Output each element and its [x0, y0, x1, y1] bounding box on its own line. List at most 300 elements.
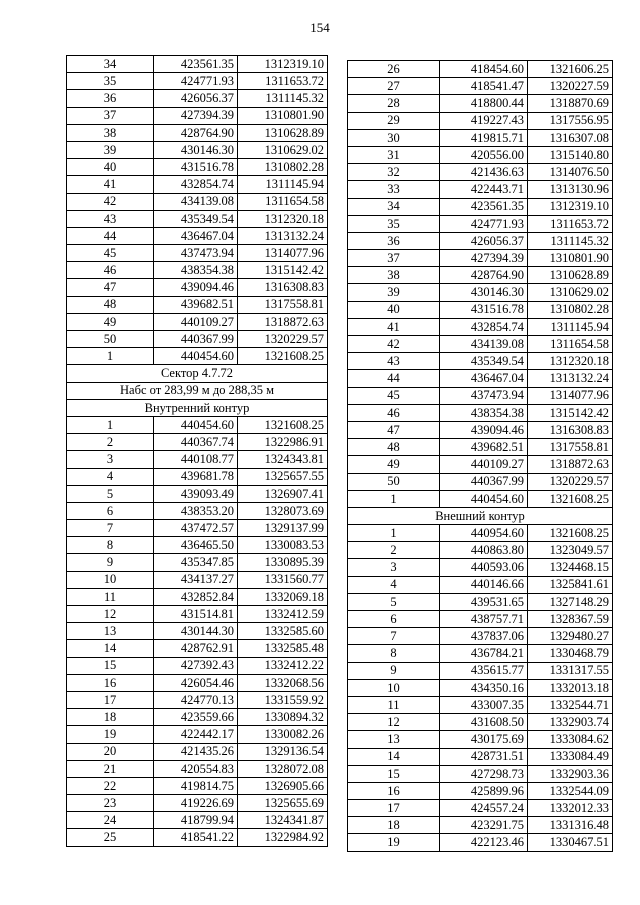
coordinate-y: 1314077.96	[238, 245, 328, 262]
table-row	[348, 78, 613, 95]
coordinate-x: 431608.50	[440, 714, 528, 731]
table-row	[348, 164, 613, 181]
point-number: 9	[67, 554, 154, 571]
point-number: 8	[67, 537, 154, 554]
coordinate-y: 1332068.56	[238, 674, 328, 691]
coordinate-x: 436784.21	[440, 645, 528, 662]
coordinate-x: 436467.04	[154, 227, 238, 244]
coordinate-x: 424771.93	[440, 215, 528, 232]
point-number: 4	[348, 576, 440, 593]
table-row	[67, 296, 328, 313]
point-number: 25	[67, 829, 154, 846]
point-number: 38	[348, 267, 440, 284]
coordinate-x: 434350.16	[440, 679, 528, 696]
coordinate-x: 440109.27	[154, 313, 238, 330]
coordinate-y: 1313132.24	[528, 370, 613, 387]
coordinate-y: 1330894.32	[238, 709, 328, 726]
table-row	[67, 159, 328, 176]
coordinate-y: 1315142.42	[238, 262, 328, 279]
coordinate-x: 418799.94	[154, 812, 238, 829]
coordinate-y: 1328367.59	[528, 611, 613, 628]
point-number: 23	[67, 795, 154, 812]
coordinate-y: 1321608.25	[528, 525, 613, 542]
point-number: 31	[348, 146, 440, 163]
table-row	[348, 198, 613, 215]
coordinate-y: 1330082.26	[238, 726, 328, 743]
coordinate-y: 1310801.90	[528, 250, 613, 267]
point-number: 42	[67, 193, 154, 210]
point-number: 2	[67, 434, 154, 451]
coordinate-x: 438757.71	[440, 611, 528, 628]
coordinate-y: 1318870.69	[528, 95, 613, 112]
point-number: 44	[67, 227, 154, 244]
table-row	[348, 593, 613, 610]
coordinate-y: 1324343.81	[238, 451, 328, 468]
table-row	[67, 520, 328, 537]
coordinate-x: 440108.77	[154, 451, 238, 468]
table-row	[67, 829, 328, 846]
coordinate-y: 1320229.57	[238, 331, 328, 348]
coordinate-y: 1330467.51	[528, 834, 613, 851]
coordinate-x: 428762.91	[154, 640, 238, 657]
table-row	[348, 129, 613, 146]
table-row	[348, 250, 613, 267]
point-number: 45	[348, 387, 440, 404]
point-number: 38	[67, 124, 154, 141]
table-row	[348, 817, 613, 834]
coordinate-y: 1330895.39	[238, 554, 328, 571]
point-number: 43	[348, 353, 440, 370]
coordinate-x: 436465.50	[154, 537, 238, 554]
coordinate-x: 423559.66	[154, 709, 238, 726]
coordinate-x: 433007.35	[440, 696, 528, 713]
point-number: 14	[67, 640, 154, 657]
contour-label-outer-row	[348, 507, 613, 524]
coordinate-x: 423291.75	[440, 817, 528, 834]
point-number: 3	[67, 451, 154, 468]
coordinate-x: 439094.46	[154, 279, 238, 296]
point-number: 34	[67, 56, 154, 73]
point-number: 35	[348, 215, 440, 232]
coordinate-y: 1332585.60	[238, 623, 328, 640]
coordinate-x: 423561.35	[440, 198, 528, 215]
table-row	[67, 485, 328, 502]
point-number: 16	[67, 674, 154, 691]
coordinate-x: 439682.51	[440, 439, 528, 456]
table-row	[67, 313, 328, 330]
table-row	[348, 421, 613, 438]
coordinate-x: 439093.49	[154, 485, 238, 502]
coordinate-x: 437472.57	[154, 520, 238, 537]
point-number: 13	[67, 623, 154, 640]
coordinate-y: 1314076.50	[528, 164, 613, 181]
point-number: 46	[67, 262, 154, 279]
coordinate-y: 1323049.57	[528, 542, 613, 559]
point-number: 50	[348, 473, 440, 490]
point-number: 22	[67, 777, 154, 794]
coordinate-x: 435349.54	[440, 353, 528, 370]
coordinate-x: 439531.65	[440, 593, 528, 610]
point-number: 37	[67, 107, 154, 124]
coordinate-y: 1311653.72	[528, 215, 613, 232]
point-number: 1	[67, 416, 154, 433]
coordinate-x: 425899.96	[440, 782, 528, 799]
coordinate-y: 1331316.48	[528, 817, 613, 834]
sector-title: Сектор 4.7.72	[67, 365, 328, 382]
point-number: 5	[67, 485, 154, 502]
point-number: 47	[67, 279, 154, 296]
coordinate-y: 1327148.29	[528, 593, 613, 610]
coordinate-y: 1332013.18	[528, 679, 613, 696]
point-number: 39	[67, 141, 154, 158]
table-row	[67, 451, 328, 468]
coordinate-y: 1311145.94	[528, 318, 613, 335]
coordinate-y: 1320227.59	[528, 78, 613, 95]
coordinate-y: 1322986.91	[238, 434, 328, 451]
table-row	[67, 709, 328, 726]
coordinate-x: 439681.78	[154, 468, 238, 485]
table-row	[348, 181, 613, 198]
coordinate-y: 1332544.71	[528, 696, 613, 713]
point-number: 40	[67, 159, 154, 176]
point-number: 28	[348, 95, 440, 112]
table-row	[348, 576, 613, 593]
coordinate-y: 1310802.28	[238, 159, 328, 176]
table-row	[67, 348, 328, 365]
coordinate-x: 422123.46	[440, 834, 528, 851]
coordinate-x: 434139.08	[440, 336, 528, 353]
point-number: 21	[67, 760, 154, 777]
coordinate-y: 1318872.63	[528, 456, 613, 473]
table-row	[67, 262, 328, 279]
coordinate-x: 428731.51	[440, 748, 528, 765]
coordinate-y: 1312320.18	[238, 210, 328, 227]
coordinate-x: 419227.43	[440, 112, 528, 129]
point-number: 40	[348, 301, 440, 318]
coordinate-x: 440367.99	[154, 331, 238, 348]
coordinate-x: 418541.47	[440, 78, 528, 95]
point-number: 41	[348, 318, 440, 335]
coordinate-y: 1321608.25	[528, 490, 613, 507]
point-number: 16	[348, 782, 440, 799]
point-number: 48	[67, 296, 154, 313]
table-row	[348, 645, 613, 662]
coordinate-x: 438354.38	[440, 404, 528, 421]
table-row	[67, 502, 328, 519]
point-number: 35	[67, 73, 154, 90]
coordinate-x: 440454.60	[154, 348, 238, 365]
coordinate-y: 1325657.55	[238, 468, 328, 485]
table-row	[67, 176, 328, 193]
sector-title-row	[67, 365, 328, 382]
coordinate-x: 431514.81	[154, 606, 238, 623]
table-row	[348, 542, 613, 559]
point-number: 43	[67, 210, 154, 227]
table-row	[348, 336, 613, 353]
point-number: 34	[348, 198, 440, 215]
coordinate-x: 419814.75	[154, 777, 238, 794]
coordinate-y: 1321608.25	[238, 348, 328, 365]
coordinate-y: 1333084.62	[528, 731, 613, 748]
coordinate-y: 1326905.66	[238, 777, 328, 794]
point-number: 9	[348, 662, 440, 679]
coordinate-y: 1326907.41	[238, 485, 328, 502]
coordinate-x: 440146.66	[440, 576, 528, 593]
table-row	[348, 662, 613, 679]
coordinate-x: 420554.83	[154, 760, 238, 777]
coordinate-y: 1312320.18	[528, 353, 613, 370]
point-number: 49	[348, 456, 440, 473]
coordinate-x: 434139.08	[154, 193, 238, 210]
point-number: 11	[67, 588, 154, 605]
table-row	[67, 245, 328, 262]
point-number: 1	[348, 525, 440, 542]
point-number: 20	[67, 743, 154, 760]
table-row	[67, 537, 328, 554]
coordinate-x: 440367.99	[440, 473, 528, 490]
coordinate-y: 1315142.42	[528, 404, 613, 421]
coordinate-y: 1314077.96	[528, 387, 613, 404]
table-row	[348, 628, 613, 645]
table-row	[67, 193, 328, 210]
coordinate-y: 1310629.02	[238, 141, 328, 158]
coordinate-y: 1318872.63	[238, 313, 328, 330]
point-number: 47	[348, 421, 440, 438]
coordinate-x: 430144.30	[154, 623, 238, 640]
table-row	[67, 606, 328, 623]
table-row	[67, 468, 328, 485]
table-row	[348, 456, 613, 473]
coordinate-x: 440593.06	[440, 559, 528, 576]
coordinate-x: 430175.69	[440, 731, 528, 748]
coordinate-x: 430146.30	[154, 141, 238, 158]
coordinate-y: 1310629.02	[528, 284, 613, 301]
coordinate-y: 1311654.58	[238, 193, 328, 210]
point-number: 49	[67, 313, 154, 330]
table-row	[348, 387, 613, 404]
point-number: 18	[67, 709, 154, 726]
table-row	[67, 331, 328, 348]
point-number: 19	[67, 726, 154, 743]
point-number: 36	[348, 232, 440, 249]
coordinate-x: 420556.00	[440, 146, 528, 163]
point-number: 45	[67, 245, 154, 262]
table-row	[67, 434, 328, 451]
table-row	[67, 640, 328, 657]
coordinate-x: 426056.37	[154, 90, 238, 107]
coordinate-y: 1317558.81	[528, 439, 613, 456]
coordinate-y: 1312319.10	[238, 56, 328, 73]
table-row	[67, 141, 328, 158]
page-number: 154	[310, 20, 330, 35]
coordinate-y: 1321608.25	[238, 416, 328, 433]
table-row	[67, 691, 328, 708]
table-row	[348, 714, 613, 731]
coordinate-x: 432854.74	[154, 176, 238, 193]
table-row	[348, 782, 613, 799]
coordinate-y: 1332412.22	[238, 657, 328, 674]
coordinate-y: 1312319.10	[528, 198, 613, 215]
coordinate-x: 440454.60	[440, 490, 528, 507]
coordinate-y: 1313132.24	[238, 227, 328, 244]
coordinate-x: 422443.71	[440, 181, 528, 198]
table-row	[67, 554, 328, 571]
coordinate-x: 440109.27	[440, 456, 528, 473]
coordinate-y: 1328072.08	[238, 760, 328, 777]
contour-label-outer: Внешний контур	[348, 507, 613, 524]
coordinate-y: 1329136.54	[238, 743, 328, 760]
table-row	[348, 318, 613, 335]
coordinate-x: 430146.30	[440, 284, 528, 301]
coordinate-y: 1332069.18	[238, 588, 328, 605]
point-number: 11	[348, 696, 440, 713]
coordinate-y: 1332544.09	[528, 782, 613, 799]
coordinate-y: 1332585.48	[238, 640, 328, 657]
table-row	[348, 95, 613, 112]
table-row	[67, 279, 328, 296]
point-number: 6	[67, 502, 154, 519]
table-row	[67, 795, 328, 812]
point-number: 32	[348, 164, 440, 181]
coordinate-x: 439682.51	[154, 296, 238, 313]
table-row	[67, 726, 328, 743]
coordinate-x: 426056.37	[440, 232, 528, 249]
coordinate-x: 428764.90	[440, 267, 528, 284]
coordinate-x: 435347.85	[154, 554, 238, 571]
coordinate-y: 1331560.77	[238, 571, 328, 588]
table-row	[67, 416, 328, 433]
point-number: 4	[67, 468, 154, 485]
point-number: 12	[67, 606, 154, 623]
coordinate-y: 1311654.58	[528, 336, 613, 353]
point-number: 18	[348, 817, 440, 834]
point-number: 30	[348, 129, 440, 146]
contour-label-inner-row	[67, 399, 328, 416]
point-number: 41	[67, 176, 154, 193]
coordinate-y: 1315140.80	[528, 146, 613, 163]
depth-range: Набс от 283,99 м до 288,35 м	[67, 382, 328, 399]
coordinate-y: 1332412.59	[238, 606, 328, 623]
point-number: 15	[348, 765, 440, 782]
coordinate-x: 424770.13	[154, 691, 238, 708]
point-number: 44	[348, 370, 440, 387]
point-number: 29	[348, 112, 440, 129]
coordinate-y: 1325841.61	[528, 576, 613, 593]
coordinate-x: 440367.74	[154, 434, 238, 451]
coordinate-y: 1317556.95	[528, 112, 613, 129]
coordinate-y: 1331317.55	[528, 662, 613, 679]
table-row	[348, 731, 613, 748]
coordinate-x: 418454.60	[440, 61, 528, 78]
table-row	[348, 490, 613, 507]
coordinate-y: 1329137.99	[238, 520, 328, 537]
coordinate-x: 435615.77	[440, 662, 528, 679]
coordinate-x: 437473.94	[440, 387, 528, 404]
coordinate-x: 435349.54	[154, 210, 238, 227]
coordinate-x: 427394.39	[440, 250, 528, 267]
table-row	[67, 743, 328, 760]
coordinate-y: 1311145.32	[238, 90, 328, 107]
coordinate-y: 1324468.15	[528, 559, 613, 576]
table-row	[67, 227, 328, 244]
point-number: 17	[67, 691, 154, 708]
point-number: 12	[348, 714, 440, 731]
point-number: 13	[348, 731, 440, 748]
point-number: 27	[348, 78, 440, 95]
coordinate-x: 423561.35	[154, 56, 238, 73]
coordinate-x: 424771.93	[154, 73, 238, 90]
coordinates-table-right	[347, 60, 613, 852]
point-number: 24	[67, 812, 154, 829]
coordinate-x: 440863.80	[440, 542, 528, 559]
coordinate-y: 1322984.92	[238, 829, 328, 846]
coordinate-x: 421436.63	[440, 164, 528, 181]
coordinate-x: 424557.24	[440, 800, 528, 817]
point-number: 2	[348, 542, 440, 559]
coordinate-y: 1331559.92	[238, 691, 328, 708]
table-row	[348, 301, 613, 318]
table-row	[348, 370, 613, 387]
point-number: 46	[348, 404, 440, 421]
table-row	[348, 284, 613, 301]
coordinate-x: 438353.20	[154, 502, 238, 519]
coordinate-y: 1310628.89	[528, 267, 613, 284]
coordinate-y: 1317558.81	[238, 296, 328, 313]
coordinate-y: 1311145.32	[528, 232, 613, 249]
coordinate-y: 1332012.33	[528, 800, 613, 817]
table-row	[348, 834, 613, 851]
coordinate-y: 1324341.87	[238, 812, 328, 829]
coordinate-x: 440454.60	[154, 416, 238, 433]
point-number: 10	[348, 679, 440, 696]
coordinate-x: 440954.60	[440, 525, 528, 542]
coordinate-y: 1313130.96	[528, 181, 613, 198]
point-number: 42	[348, 336, 440, 353]
coordinate-x: 437837.06	[440, 628, 528, 645]
coordinate-x: 434137.27	[154, 571, 238, 588]
coordinate-y: 1316308.83	[238, 279, 328, 296]
table-row	[348, 232, 613, 249]
table-row	[348, 215, 613, 232]
point-number: 17	[348, 800, 440, 817]
coordinate-x: 432852.84	[154, 588, 238, 605]
coordinates-table-left	[66, 55, 328, 847]
table-row	[67, 657, 328, 674]
point-number: 3	[348, 559, 440, 576]
coordinate-x: 427394.39	[154, 107, 238, 124]
table-row	[348, 679, 613, 696]
table-row	[67, 571, 328, 588]
coordinate-x: 431516.78	[154, 159, 238, 176]
table-row	[348, 404, 613, 421]
coordinate-x: 432854.74	[440, 318, 528, 335]
point-number: 26	[348, 61, 440, 78]
table-row	[67, 90, 328, 107]
coordinate-y: 1316308.83	[528, 421, 613, 438]
point-number: 14	[348, 748, 440, 765]
coordinate-x: 439094.46	[440, 421, 528, 438]
point-number: 36	[67, 90, 154, 107]
table-row	[67, 588, 328, 605]
coordinate-x: 419226.69	[154, 795, 238, 812]
table-row	[67, 210, 328, 227]
point-number: 5	[348, 593, 440, 610]
table-row	[67, 73, 328, 90]
point-number: 1	[348, 490, 440, 507]
table-row	[348, 800, 613, 817]
point-number: 6	[348, 611, 440, 628]
point-number: 50	[67, 331, 154, 348]
